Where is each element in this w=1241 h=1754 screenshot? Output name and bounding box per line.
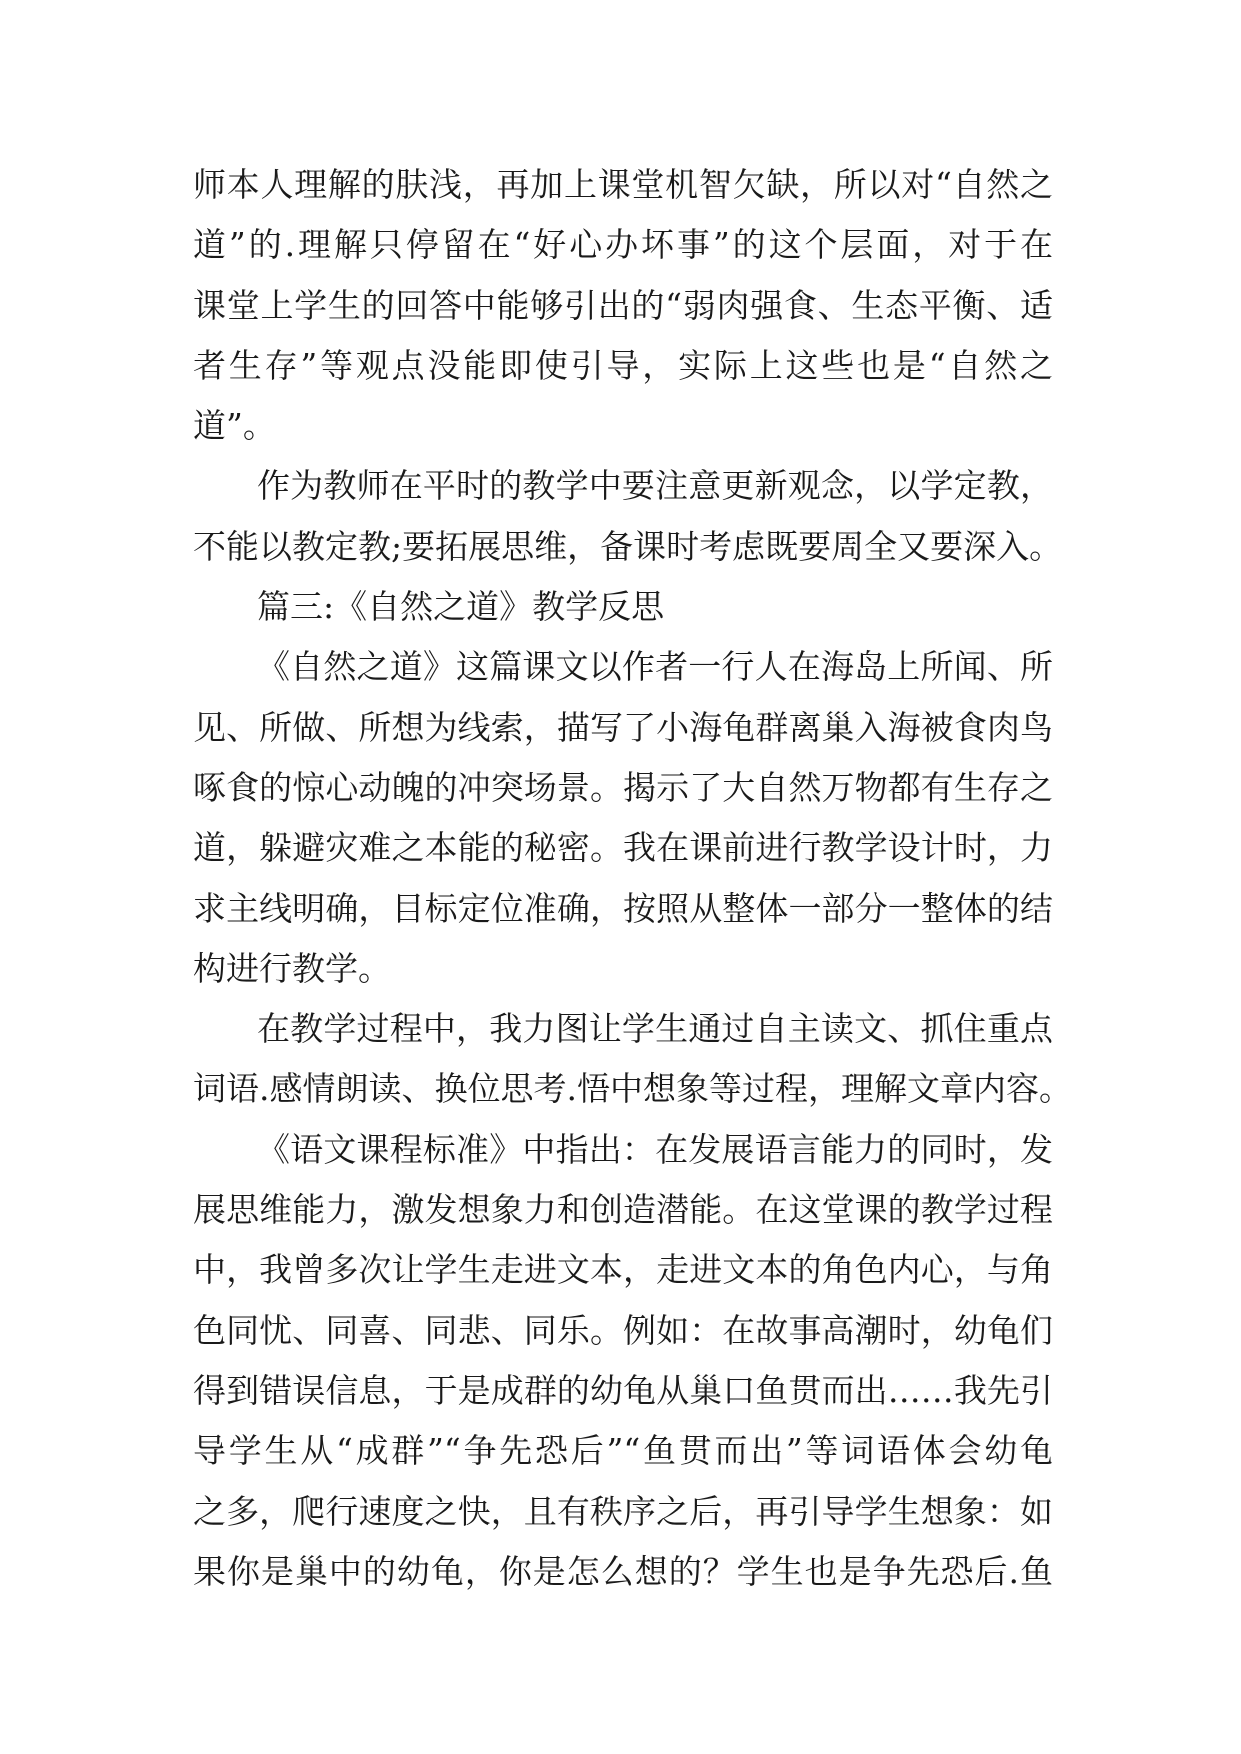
text-line: 啄食的惊心动魄的冲突场景。揭示了大自然万物都有生存之 — [193, 767, 1053, 807]
text-line: 中，我曾多次让学生走进文本，走进文本的角色内心，与角 — [193, 1250, 1053, 1290]
text-line: 道”。 — [193, 406, 276, 446]
text-line: 构进行教学。 — [193, 948, 391, 988]
text-line: 果你是巢中的幼龟，你是怎么想的？学生也是争先恐后.鱼 — [193, 1551, 1053, 1591]
text-line: 见、所做、所想为线索，描写了小海龟群离巢入海被食肉鸟 — [193, 707, 1053, 747]
body-text — [193, 155, 1072, 1602]
text-line: 《自然之道》这篇课文以作者一行人在海岛上所闻、所 — [257, 647, 1053, 687]
text-line: 在教学过程中，我力图让学生通过自主读文、抓住重点 — [257, 1009, 1053, 1049]
text-line: 之多，爬行速度之快，且有秩序之后，再引导学生想象：如 — [193, 1491, 1053, 1531]
text-line: 求主线明确，目标定位准确，按照从整体一部分一整体的结 — [193, 888, 1053, 928]
text-line: 不能以教定教;要拓展思维，备课时考虑既要周全又要深入。 — [193, 526, 1063, 566]
text-line: 得到错误信息，于是成群的幼龟从巢口鱼贯而出……我先引 — [193, 1370, 1053, 1410]
text-line: 展思维能力，激发想象力和创造潜能。在这堂课的教学过程 — [193, 1190, 1053, 1230]
text-line: 师本人理解的肤浅，再加上课堂机智欠缺，所以对“自然之 — [193, 165, 1053, 204]
text-line: 者生存”等观点没能即使引导，实际上这些也是“自然之 — [193, 345, 1053, 385]
text-line: 导学生从“成群”“争先恐后”“鱼贯而出”等词语体会幼龟 — [193, 1431, 1053, 1471]
text-line: 词语.感情朗读、换位思考.悟中想象等过程，理解文章内容。 — [193, 1069, 1072, 1109]
text-line: 课堂上学生的回答中能够引出的“弱肉强食、生态平衡、适 — [193, 285, 1053, 325]
text-line: 道，躲避灾难之本能的秘密。我在课前进行教学设计时，力 — [193, 828, 1053, 868]
text-line: 作为教师在平时的教学中要注意更新观念，以学定教， — [257, 466, 1053, 506]
text-line: 道”的.理解只停留在“好心办坏事”的这个层面，对于在 — [193, 225, 1053, 265]
text-line: 《语文课程标准》中指出：在发展语言能力的同时，发 — [257, 1129, 1053, 1169]
section-heading: 篇三:《自然之道》教学反思 — [257, 587, 665, 627]
text-line: 色同忧、同喜、同悲、同乐。例如：在故事高潮时，幼龟们 — [193, 1310, 1053, 1350]
